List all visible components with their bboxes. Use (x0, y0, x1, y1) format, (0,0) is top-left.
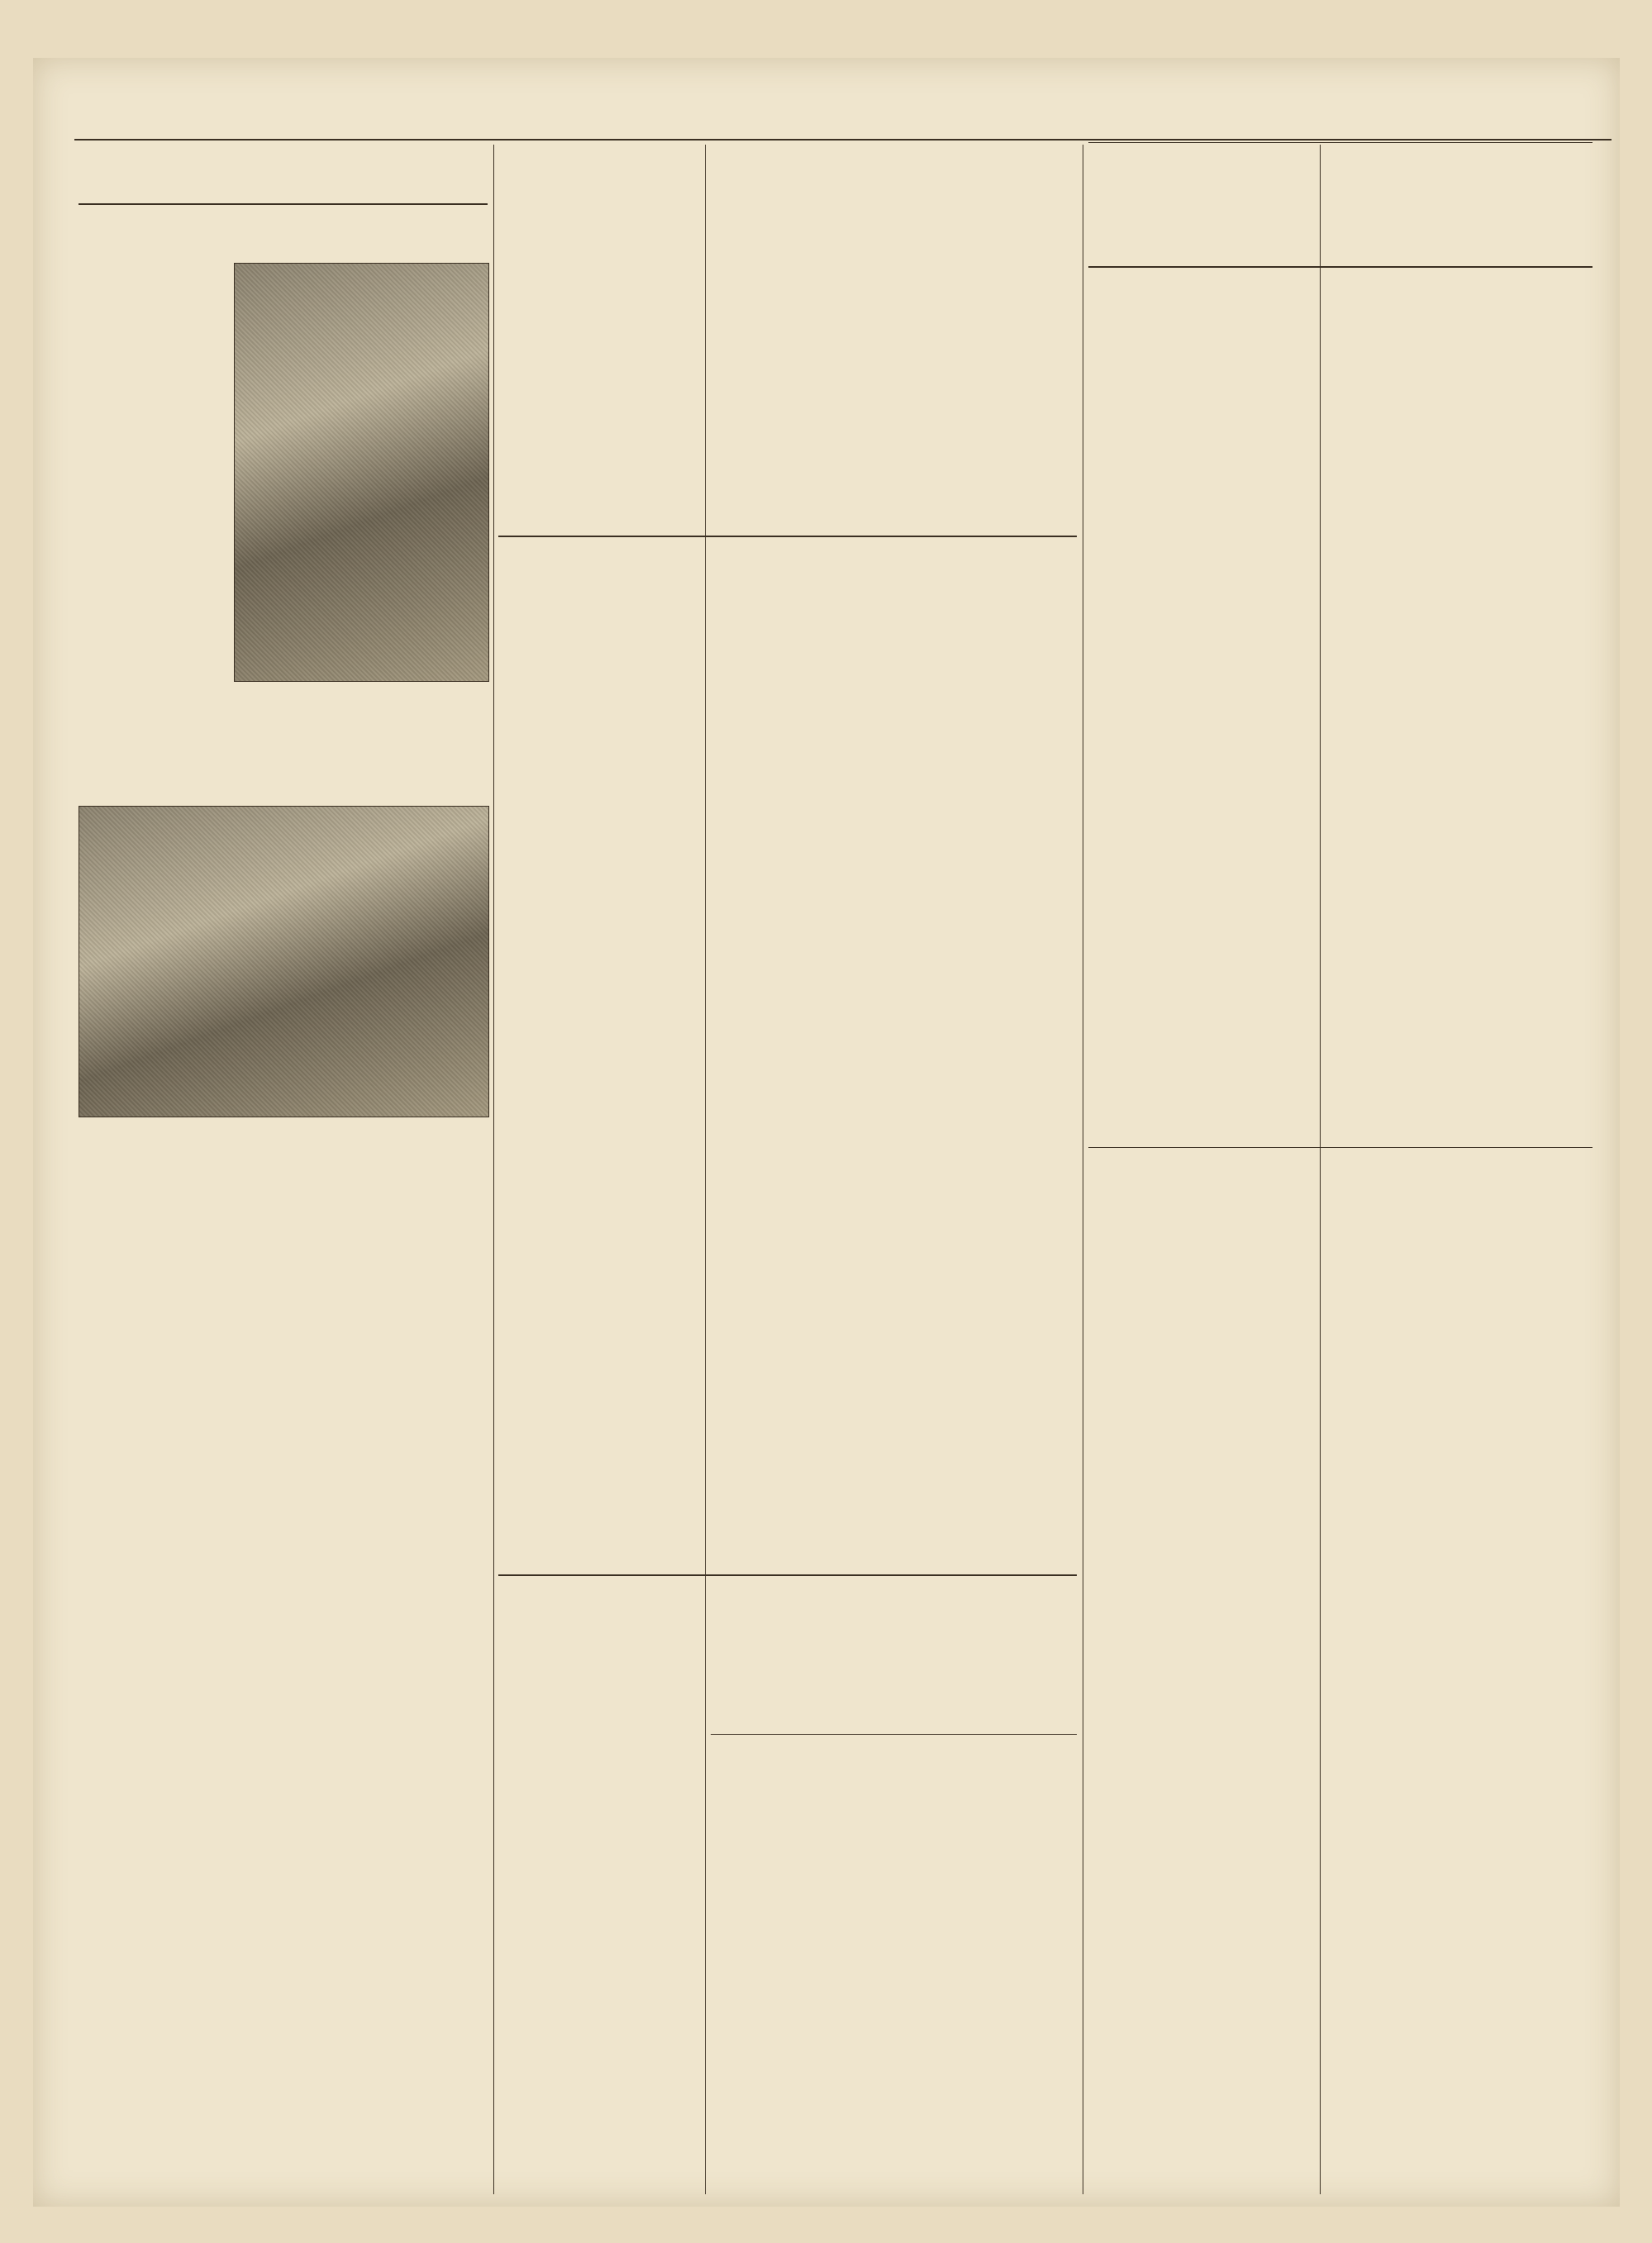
column-rule (1320, 145, 1321, 2194)
sottoscrizione-header (498, 542, 1077, 650)
commun-article (711, 1580, 1077, 1663)
sottoscrizione-column-1 (498, 653, 699, 1566)
giro-column-2 (1326, 273, 1592, 1021)
affermazione-article (498, 1580, 699, 2196)
staffetta-article (1088, 1150, 1316, 2193)
roma-mid-column-2 (287, 1164, 488, 2193)
sottoscrizione-column-2 (711, 653, 1077, 1554)
section-rule (1088, 266, 1592, 268)
roma-lead (79, 208, 227, 671)
uvi-article (1326, 1150, 1592, 2193)
section-rule (498, 536, 1077, 537)
telegramma-article (1326, 1025, 1592, 1145)
section-rule (498, 1574, 1077, 1576)
photo-circo-massimo (234, 263, 489, 682)
roma-mid-column (287, 704, 488, 800)
giro-header (1088, 140, 1592, 264)
scipioni-column-2 (711, 147, 1077, 529)
column-rule (705, 145, 706, 2194)
sismografiche-article (711, 1739, 1077, 2193)
roma-left-column (79, 1164, 281, 2193)
scipioni-column-1 (498, 147, 699, 529)
giro-column-1 (1088, 273, 1316, 1103)
section-rule (1088, 1147, 1592, 1148)
giro-kicker-rule (1088, 142, 1592, 143)
roma-headline (79, 147, 488, 198)
headline-rule (79, 203, 488, 205)
masthead (74, 114, 1612, 140)
photo-sepolcro-scipioni (79, 806, 489, 1117)
sottoscrizione-total-row (711, 1555, 1077, 1570)
section-rule (711, 1734, 1077, 1735)
column-rule (493, 145, 494, 2194)
